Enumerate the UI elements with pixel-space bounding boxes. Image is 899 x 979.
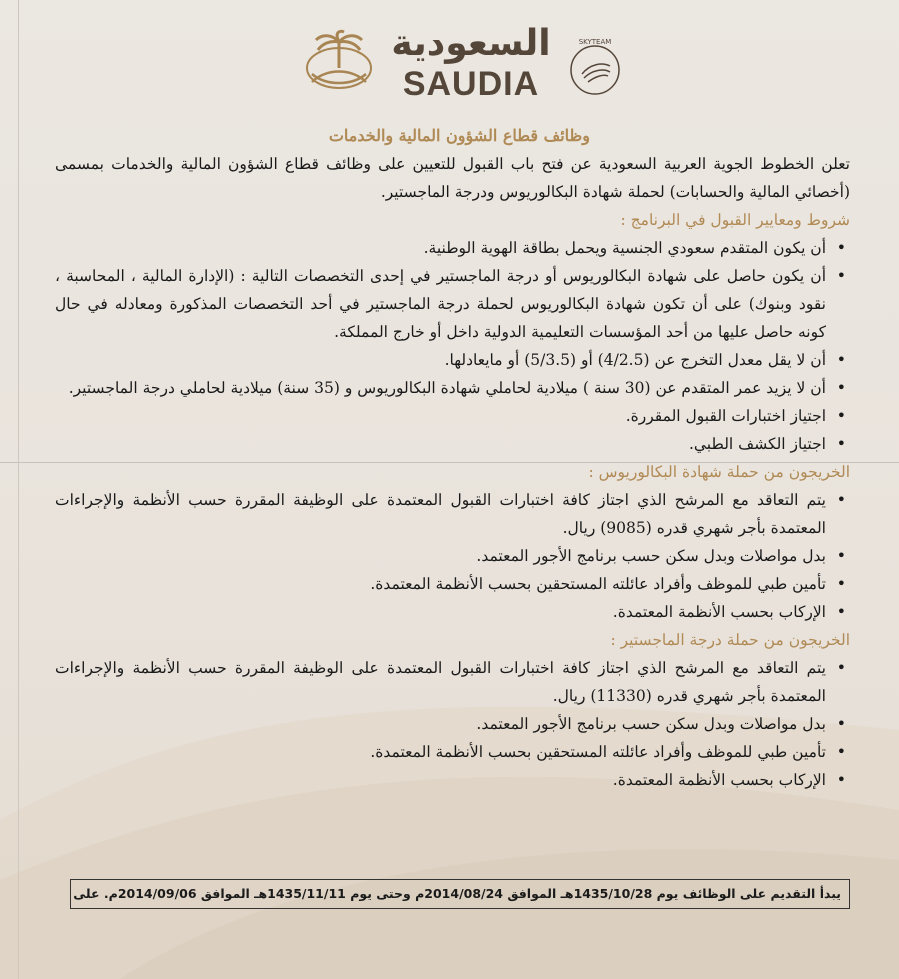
master-heading: الخريجون من حملة درجة الماجستير : <box>610 631 850 649</box>
skyteam-icon <box>562 34 628 100</box>
list-item: • تأمين طبي للموظف وأفراد عائلته المستحقين بحسب الأنظمة المعتمدة. <box>55 738 826 766</box>
list-item: • أن يكون المتقدم سعودي الجنسية ويحمل بطاقة الهوية الوطنية. <box>55 234 826 262</box>
logo-arabic-text: السعودية <box>391 23 551 64</box>
master-list <box>55 654 850 794</box>
list-item: • بدل مواصلات وبدل سكن حسب برنامج الأجور المعتمد. <box>55 710 826 738</box>
list-item: • الإركاب بحسب الأنظمة المعتمدة. <box>55 598 826 626</box>
skyteam-label: SKYTEAM <box>578 38 612 46</box>
list-item: • بدل مواصلات وبدل سكن حسب برنامج الأجور المعتمد. <box>55 542 826 570</box>
criteria-heading: شروط ومعايير القبول في البرنامج : <box>620 211 850 229</box>
application-dates-notice: يبدأ التقديم على الوظائف يوم 1435/10/28هـ الموافق 2014/08/24م وحتى يوم 1435/11/11هـ الموافق 2014/09/06م. على <box>70 879 850 909</box>
bachelor-list <box>55 486 850 626</box>
list-item: • أن لا يزيد عمر المتقدم عن (30 سنة ) ميلادية لحاملي شهادة البكالوريوس و (35 سنة) ميلادية لحاملي درجة الماجستير. <box>55 374 826 402</box>
saudia-logo <box>300 22 630 102</box>
list-item: • اجتياز اختبارات القبول المقررة. <box>55 402 826 430</box>
list-item: • أن لا يقل معدل التخرج عن (4/2.5) أو (5/3.5) أو مايعادلها. <box>55 346 826 374</box>
list-item: • يتم التعاقد مع المرشح الذي اجتاز كافة اختبارات القبول المعتمدة على الوظيفة المقررة حسب الأنظمة والإجراءات المعتمدة بأجر شهري قدره (11330) ريال. <box>55 654 826 710</box>
bachelor-heading: الخريجون من حملة شهادة البكالوريوس : <box>588 463 850 481</box>
list-item: • اجتياز الكشف الطبي. <box>55 430 826 458</box>
list-item: • يتم التعاقد مع المرشح الذي اجتاز كافة اختبارات القبول المعتمدة على الوظيفة المقررة حسب الأنظمة والإجراءات المعتمدة بأجر شهري قدره (9085) ريال. <box>55 486 826 542</box>
left-margin-rule <box>18 0 19 979</box>
announcement-content <box>55 122 850 794</box>
logo-english-text: SAUDIA <box>402 65 540 103</box>
list-item: • تأمين طبي للموظف وأفراد عائلته المستحقين بحسب الأنظمة المعتمدة. <box>55 570 826 598</box>
announcement-intro: تعلن الخطوط الجوية العربية السعودية عن فتح باب القبول للتعيين على وظائف قطاع الشؤون المالية والخدمات بمسمى (أخصائي المالية والحسابات) لحملة شهادة البكالوريوس ودرجة الماجستير. <box>55 155 850 201</box>
palm-swords-emblem-icon <box>304 28 374 94</box>
criteria-list <box>55 234 850 458</box>
list-item: • الإركاب بحسب الأنظمة المعتمدة. <box>55 766 826 794</box>
list-item: • أن يكون حاصل على شهادة البكالوريوس أو درجة الماجستير في إحدى التخصصات التالية : (الإدارة المالية ، المحاسبة ، نقود وبنوك) على أن تكون شهادة البكالوريوس لحملة درجة الماجستير في أحد التخصصات المذكورة ومعادله في حال كونه حاصل عليها من أحد المؤسسات التعليمية الدولية داخل أو خارج المملكة. <box>55 262 826 346</box>
announcement-title: وظائف قطاع الشؤون المالية والخدمات <box>328 126 590 145</box>
